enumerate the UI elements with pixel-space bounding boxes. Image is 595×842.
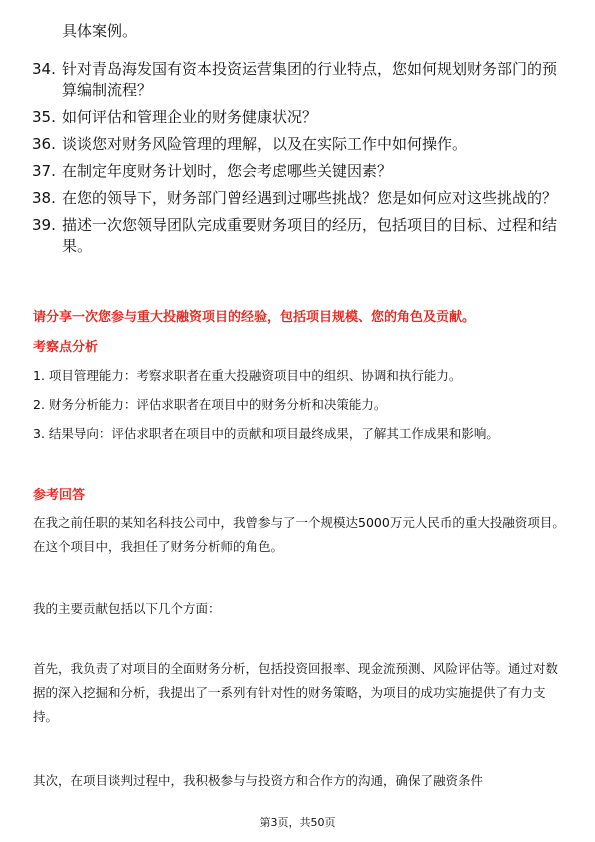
question-item <box>32 59 562 101</box>
question-number: 35. <box>32 108 56 126</box>
question-item <box>32 215 562 257</box>
answer-paragraph: 我的主要贡献包括以下几个方面： <box>33 601 221 616</box>
analysis-heading: 考察点分析 <box>33 340 99 355</box>
answer-paragraph: 其次，在项目谈判过程中，我积极参与与投资方和合作方的沟通，确保了融资条件 <box>33 773 484 788</box>
question-number: 39. <box>32 216 56 234</box>
question-list <box>32 59 562 263</box>
question-text: 如何评估和管理企业的财务健康状况？ <box>62 108 318 126</box>
page-footer: 第3页，共50页 <box>259 816 336 829</box>
question-text: 针对青岛海发国有资本投资运营集团的行业特点，您如何规划财务部门的预算编制流程？ <box>62 60 558 99</box>
question-number: 37. <box>32 162 56 180</box>
question-text: 谈谈您对财务风险管理的理解，以及在实际工作中如何操作。 <box>62 135 468 153</box>
question-text: 在制定年度财务计划时，您会考虑哪些关键因素？ <box>62 162 393 180</box>
question-number: 38. <box>32 189 56 207</box>
question-text: 描述一次您领导团队完成重要财务项目的经历，包括项目的目标、过程和结果。 <box>62 216 558 255</box>
question-text: 在您的领导下，财务部门曾经遇到过哪些挑战？您是如何应对这些挑战的？ <box>62 189 558 207</box>
analysis-points <box>33 364 568 451</box>
answer-heading: 参考回答 <box>33 488 86 503</box>
question-item <box>32 134 562 155</box>
analysis-point: 1. 项目管理能力：考察求职者在重大投融资项目中的组织、协调和执行能力。 <box>33 368 462 383</box>
answer-paragraph: 首先，我负责了对项目的全面财务分析，包括投资回报率、现金流预测、风险评估等。通过对数据的深入挖掘和分析，我提出了一系列有针对性的财务策略，为项目的成功实施提供了有力支持。 <box>33 661 559 724</box>
question-item <box>32 107 562 128</box>
answer-paragraph: 在我之前任职的某知名科技公司中，我曾参与了一个规模达5000万元人民币的重大投融资项目。在这个项目中，我担任了财务分析师的角色。 <box>33 515 565 554</box>
question-number: 36. <box>32 135 56 153</box>
featured-question: 请分享一次您参与重大投融资项目的经验，包括项目规模、您的角色及贡献。 <box>33 310 476 325</box>
question-number: 34. <box>32 60 56 78</box>
question-item <box>32 161 562 182</box>
analysis-point: 2. 财务分析能力：评估求职者在项目中的财务分析和决策能力。 <box>33 397 387 412</box>
question-continuation: 具体案例。 <box>62 22 138 40</box>
analysis-point: 3. 结果导向：评估求职者在项目中的贡献和项目最终成果，了解其工作成果和影响。 <box>33 426 499 441</box>
question-item <box>32 188 562 209</box>
